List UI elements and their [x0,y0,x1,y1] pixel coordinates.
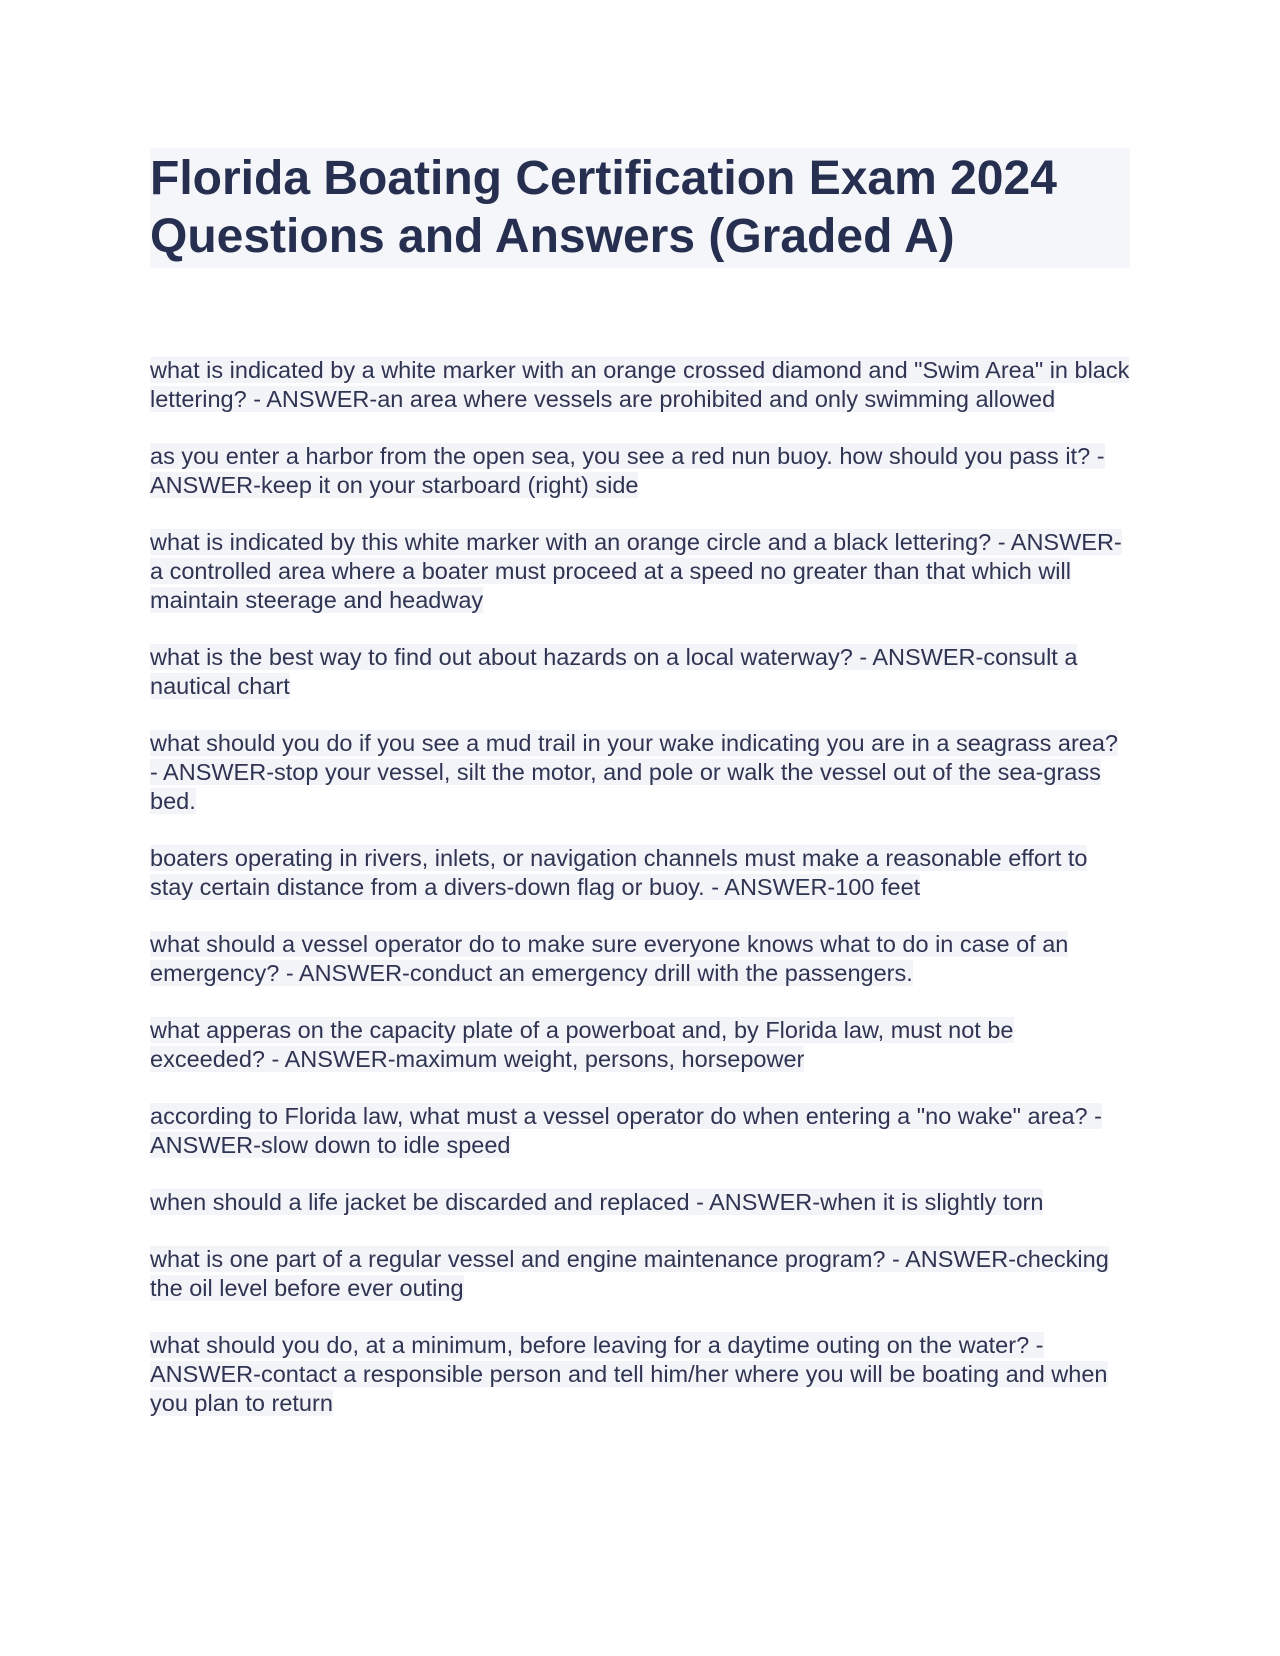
qa-text: according to Florida law, what must a vessel operator do when entering a "no wake" area? - ANSWER-slow down to idle speed [150,1103,1102,1158]
document-page [150,148,1130,1446]
qa-item [150,1016,1130,1074]
qa-text: what is one part of a regular vessel and engine maintenance program? - ANSWER-checking the oil level before ever outing [150,1246,1109,1301]
document-title: Florida Boating Certification Exam 2024 Questions and Answers (Graded A) [150,148,1130,268]
qa-item [150,356,1130,414]
qa-text: what should a vessel operator do to make sure everyone knows what to do in case of an emergency? - ANSWER-conduct an emergency drill with the passengers. [150,931,1069,986]
qa-item [150,528,1130,615]
qa-text: when should a life jacket be discarded and replaced - ANSWER-when it is slightly torn [150,1189,1044,1215]
qa-item [150,1102,1130,1160]
qa-item [150,442,1130,500]
qa-item [150,1245,1130,1303]
qa-text: what is indicated by a white marker with an orange crossed diamond and "Swim Area" in black lettering? - ANSWER-an area where vessels are prohibited and only swimming allowed [150,357,1130,412]
qa-text: what should you do if you see a mud trail in your wake indicating you are in a seagrass area? - ANSWER-stop your vessel, silt the motor, and pole or walk the vessel out of the sea-grass bed. [150,730,1118,814]
qa-item [150,1188,1130,1217]
qa-item [150,844,1130,902]
qa-item [150,930,1130,988]
qa-item [150,1331,1130,1418]
qa-text: what should you do, at a minimum, before leaving for a daytime outing on the water? - ANSWER-contact a responsible person and tell him/her where you will be boating and when you plan to return [150,1332,1108,1416]
qa-list [150,356,1130,1418]
qa-text: boaters operating in rivers, inlets, or navigation channels must make a reasonable effort to stay certain distance from a divers-down flag or buoy. - ANSWER-100 feet [150,845,1088,900]
qa-item [150,643,1130,701]
qa-text: what is indicated by this white marker with an orange circle and a black lettering? - ANSWER-a controlled area where a boater must proceed at a speed no greater than that which will maintain steerage and headway [150,529,1122,613]
qa-text: what is the best way to find out about hazards on a local waterway? - ANSWER-consult a nautical chart [150,644,1078,699]
qa-text: as you enter a harbor from the open sea, you see a red nun buoy. how should you pass it? - ANSWER-keep it on your starboard (right) side [150,443,1105,498]
qa-item [150,729,1130,816]
qa-text: what apperas on the capacity plate of a powerboat and, by Florida law, must not be exceeded? - ANSWER-maximum weight, persons, horsepower [150,1017,1014,1072]
